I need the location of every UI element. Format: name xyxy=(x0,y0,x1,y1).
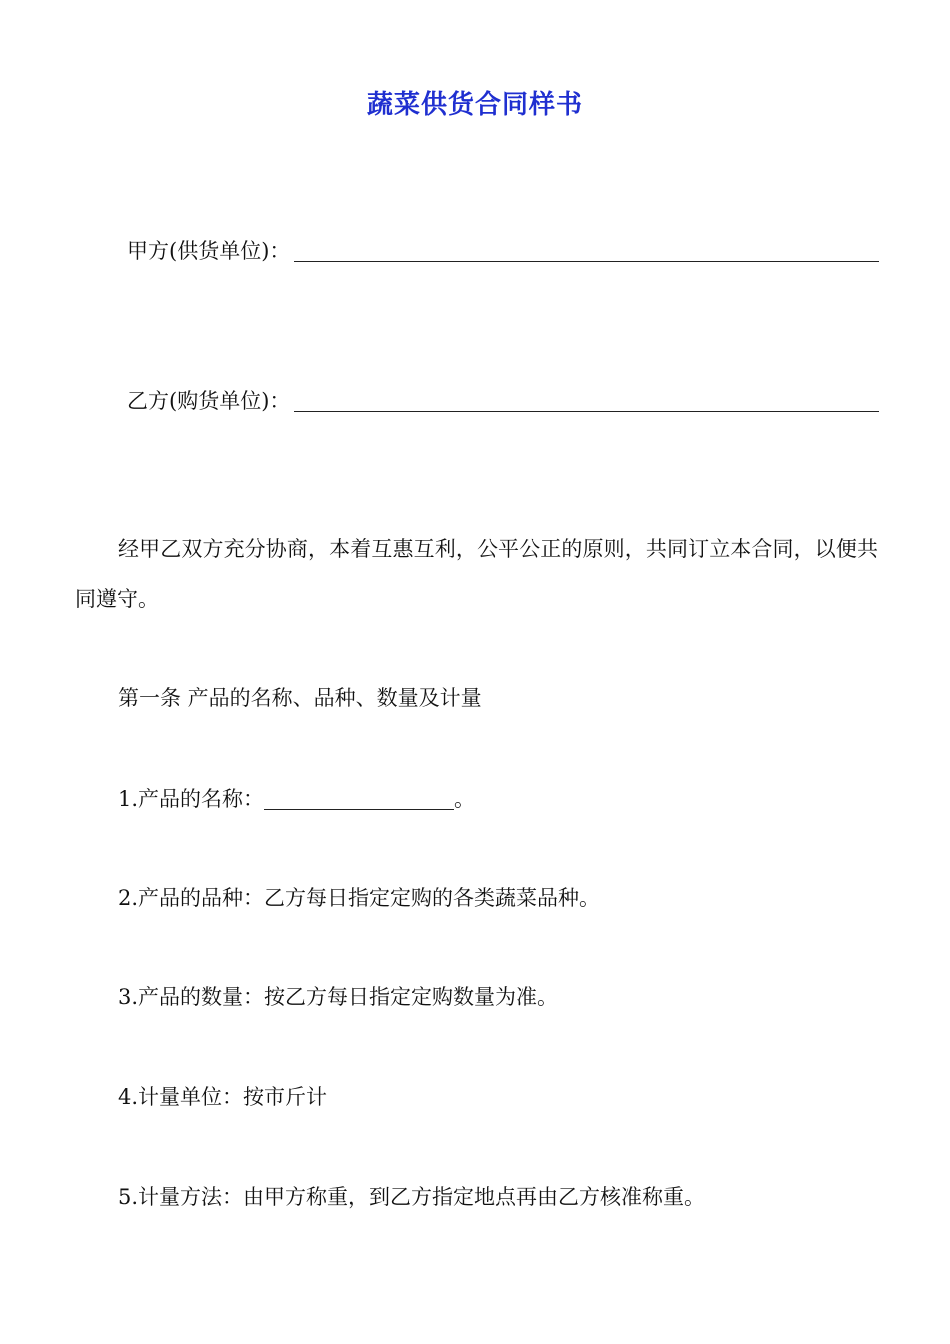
item-1-label: 1.产品的名称： xyxy=(118,787,265,811)
party-b-label: 乙方(购货单位)： xyxy=(127,389,291,413)
item-5: 5.计量方法：由甲方称重，到乙方指定地点再由乙方核准称重。 xyxy=(118,1185,706,1209)
item-1-suffix: 。 xyxy=(454,787,476,811)
document-title: 蔬菜供货合同样书 xyxy=(366,90,583,120)
party-a-blank xyxy=(294,239,879,262)
party-a-label: 甲方(供货单位)： xyxy=(127,239,291,263)
intro-paragraph: 经甲乙双方充分协商，本着互惠互利，公平公正的原则，共同订立本合同，以便共同遵守。 xyxy=(75,537,878,611)
product-name-blank xyxy=(264,787,454,810)
item-1 xyxy=(118,784,475,814)
article1-heading: 第一条 产品的名称、品种、数量及计量 xyxy=(118,686,482,710)
party-a-field xyxy=(127,236,879,266)
item-4: 4.计量单位：按市斤计 xyxy=(118,1085,328,1109)
item-3: 3.产品的数量：按乙方每日指定定购数量为准。 xyxy=(118,985,559,1009)
party-b-field xyxy=(127,386,879,416)
item-2: 2.产品的品种：乙方每日指定定购的各类蔬菜品种。 xyxy=(118,886,601,910)
party-b-blank xyxy=(294,389,879,412)
